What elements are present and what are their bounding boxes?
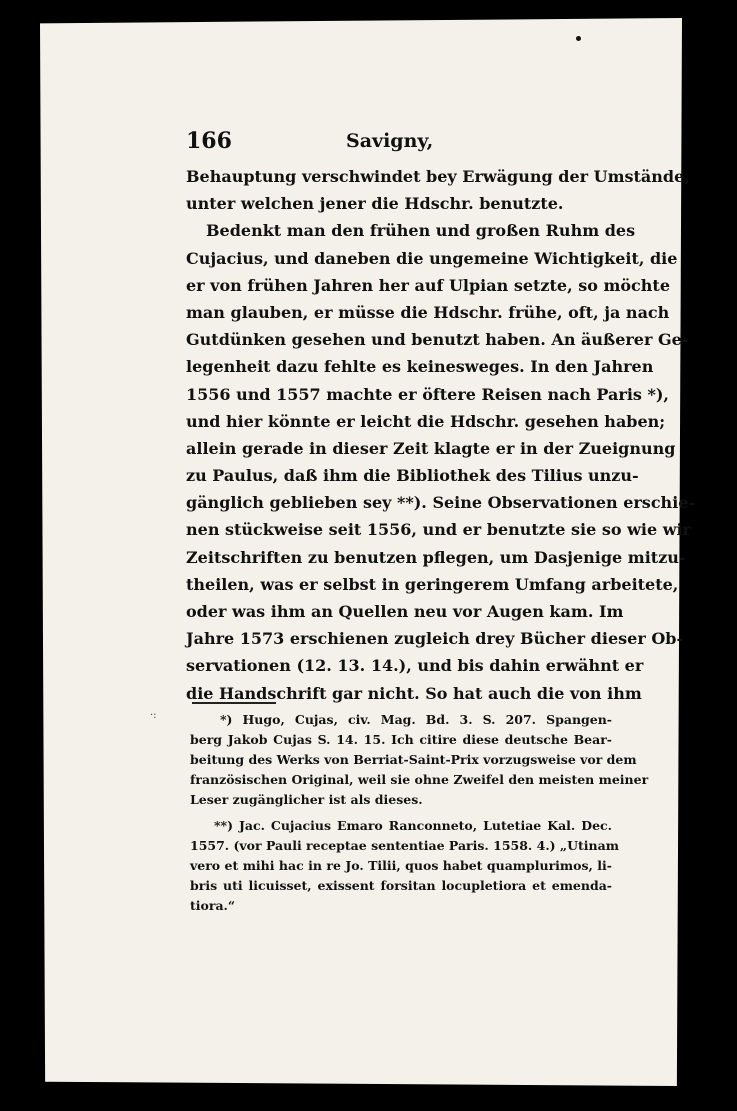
ink-speck bbox=[576, 36, 581, 41]
body-line: gänglich geblieben sey **). Seine Observationen erschie- bbox=[186, 493, 696, 513]
footnote-line: vero et mihi hac in re Jo. Tilii, quos habet quamplurimos, li- bbox=[190, 858, 612, 873]
body-line: theilen, was er selbst in geringerem Umfang arbeitete, bbox=[186, 574, 679, 594]
footnote-line: beitung des Werks von Berriat-Saint-Prix vorzugsweise vor dem bbox=[190, 752, 637, 767]
footnote-1-cont bbox=[190, 730, 649, 810]
body-line: allein gerade in dieser Zeit klagte er in der Zueignung bbox=[186, 438, 676, 458]
body-line: er von frühen Jahren her auf Ulpian setzte, so möchte bbox=[186, 275, 670, 295]
footnote-divider bbox=[192, 702, 276, 704]
footnote-line: französischen Original, weil sie ohne Zweifel den meisten meiner bbox=[190, 772, 649, 787]
body-line: zu Paulus, daß ihm die Bibliothek des Tilius unzu- bbox=[186, 466, 639, 486]
footnotes bbox=[190, 710, 649, 916]
page-header bbox=[186, 128, 616, 162]
footnote-line: berg Jakob Cujas S. 14. 15. Ich citire diese deutsche Bear- bbox=[190, 732, 612, 747]
body-line: die Handschrift gar nicht. So hat auch die von ihm bbox=[186, 683, 642, 703]
footnote-line: 1557. (vor Pauli receptae sententiae Paris. 1558. 4.) „Utinam bbox=[190, 838, 619, 853]
body-line: oder was ihm an Quellen neu vor Augen kam. Im bbox=[186, 602, 624, 621]
ink-blot: ·: bbox=[150, 710, 157, 721]
body-line: Zeitschriften zu benutzen pflegen, um Dasjenige mitzu- bbox=[186, 547, 686, 567]
body-line: 1556 und 1557 machte er öftere Reisen nach Paris *), bbox=[186, 384, 669, 404]
body-line: Jahre 1573 erschienen zugleich drey Bücher dieser Ob- bbox=[186, 629, 684, 649]
body-text bbox=[186, 163, 696, 707]
body-line: Bedenkt man den frühen und großen Ruhm des bbox=[206, 221, 636, 241]
body-line: Cujacius, und daneben die ungemeine Wichtigkeit, die bbox=[186, 248, 678, 268]
running-head: Savigny, bbox=[346, 130, 434, 152]
body-line: unter welchen jener die Hdschr. benutzte. bbox=[186, 194, 564, 214]
body-line: man glauben, er müsse die Hdschr. frühe, oft, ja nach bbox=[186, 302, 670, 322]
page-number: 166 bbox=[186, 128, 232, 154]
footnote-2 bbox=[190, 816, 619, 916]
body-line: Gutdünken gesehen und benutzt haben. An äußerer Ge- bbox=[186, 330, 689, 350]
body-line: und hier könnte er leicht die Hdschr. gesehen haben; bbox=[186, 411, 666, 431]
body-line: legenheit dazu fehlte es keinesweges. In den Jahren bbox=[186, 357, 654, 377]
footnote-line: bris uti licuisset, exissent forsitan locupletiora et emenda- bbox=[190, 878, 612, 893]
footnote-line: **) Jac. Cujacius Emaro Ranconneto, Lutetiae Kal. Dec. bbox=[214, 818, 612, 833]
body-line: servationen (12. 13. 14.), und bis dahin erwähnt er bbox=[186, 656, 644, 676]
footnote-line: tiora.“ bbox=[190, 898, 236, 913]
body-line: Behauptung verschwindet bey Erwägung der Umstände, bbox=[186, 167, 690, 186]
footnote-1 bbox=[190, 710, 612, 730]
footnote-line: *) Hugo, Cujas, civ. Mag. Bd. 3. S. 207. Spangen- bbox=[220, 712, 612, 727]
footnote-line: Leser zugänglicher ist als dieses. bbox=[190, 792, 423, 807]
body-line: nen stückweise seit 1556, und er benutzte sie so wie wir bbox=[186, 520, 691, 540]
